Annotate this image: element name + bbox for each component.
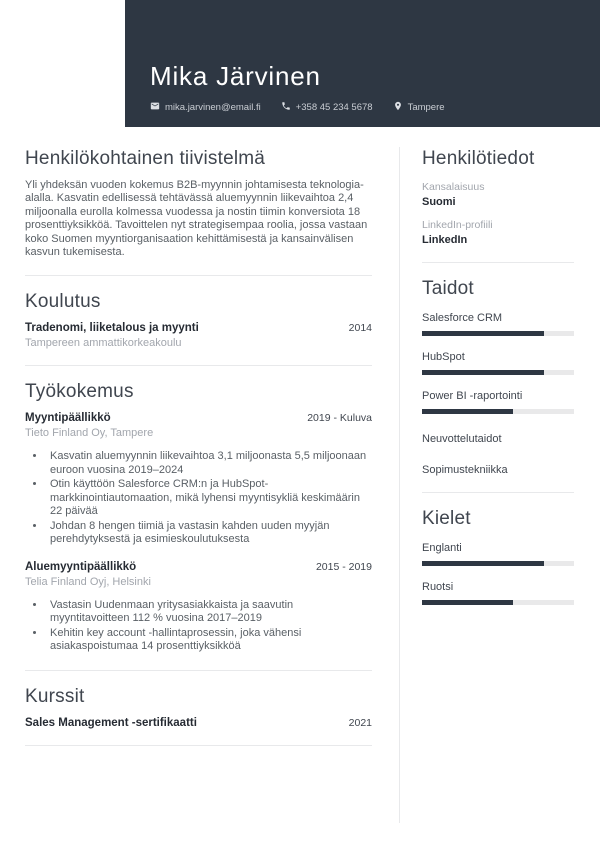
skill-label: Power BI -raportointi bbox=[422, 390, 523, 402]
person-name: Mika Järvinen bbox=[150, 61, 321, 92]
education-entry bbox=[25, 322, 372, 349]
section-skills bbox=[422, 277, 574, 476]
divider bbox=[25, 745, 372, 746]
degree-name: Tradenomi, liiketalous ja myynti bbox=[25, 322, 199, 335]
divider bbox=[422, 262, 574, 263]
skill-item bbox=[422, 312, 574, 336]
language-item bbox=[422, 542, 574, 566]
sidebar-column bbox=[422, 147, 574, 823]
job-company: Telia Finland Oyj, Helsinki bbox=[25, 575, 151, 588]
bullet-item: • Kasvatin aluemyynnin liikevaihtoa 3,1 miljoonasta 5,5 miljoonaan euroon vuosina 2019–2024 bbox=[46, 450, 372, 477]
languages-title: Kielet bbox=[422, 508, 471, 529]
bullet-item: • Vastasin Uudenmaan yritysasiakkaista ja saavutin myyntitavoitteen 112 % vuosina 2017–2019 bbox=[46, 599, 372, 626]
column-divider bbox=[399, 147, 400, 823]
job-date: 2015 - 2019 bbox=[315, 560, 372, 573]
skill-label: Neuvottelutaidot bbox=[422, 433, 502, 445]
job-entry bbox=[25, 561, 372, 654]
school-name: Tampereen ammattikorkeakoulu bbox=[25, 337, 182, 350]
divider bbox=[25, 670, 372, 671]
contact-email bbox=[150, 101, 261, 114]
job-role: Myyntipäällikkö bbox=[25, 412, 111, 425]
skill-item bbox=[422, 351, 574, 375]
job-company: Tieto Finland Oy, Tampere bbox=[25, 427, 154, 440]
job-role: Aluemyyntipäällikkö bbox=[25, 560, 137, 573]
email-text: mika.jarvinen@email.fi bbox=[165, 102, 261, 113]
section-work bbox=[25, 380, 372, 654]
section-details bbox=[422, 147, 574, 246]
location-text: Tampere bbox=[407, 102, 445, 113]
job-bullets bbox=[25, 450, 372, 547]
main-column bbox=[25, 147, 372, 823]
skills-title: Taidot bbox=[422, 278, 474, 299]
language-bar bbox=[422, 561, 574, 566]
job-date: 2019 - Kuluva bbox=[307, 412, 372, 425]
field-label: LinkedIn-profiili bbox=[422, 219, 493, 231]
course-entry bbox=[25, 717, 372, 729]
summary-text: Yli yhdeksän vuoden kokemus B2B-myynnin johtamisesta teknologia-alalla. Kasvatin edellisessä tehtävässä aluemyynnin liikevaihtoa 2,4 miljoonalla eurolla kolmessa vuodessa ja nostin tiimin konversiota 18 prosenttiyksikköä. Tavoittelen nyt strategisempaa roolia, jossa vastaan koko Suomen myyntiorganisaation kehittämisestä ja kansainvälisen kasvun tukemisesta. bbox=[25, 179, 368, 259]
bullet-item: • Kehitin key account -hallintaprosessin, joka vähensi asiakaspoistumaa 14 prosenttiyksikköä bbox=[46, 627, 372, 654]
skill-bar-fill bbox=[422, 331, 544, 336]
details-title: Henkilötiedot bbox=[422, 148, 535, 169]
language-bar-fill bbox=[422, 600, 513, 605]
skill-label: HubSpot bbox=[422, 351, 465, 363]
location-icon bbox=[393, 101, 403, 114]
skill-label: Sopimustekniikka bbox=[422, 464, 508, 476]
divider bbox=[422, 492, 574, 493]
detail-field bbox=[422, 219, 574, 246]
language-item bbox=[422, 581, 574, 605]
mail-icon bbox=[150, 101, 160, 114]
section-summary bbox=[25, 147, 372, 259]
section-education bbox=[25, 290, 372, 349]
courses-title: Kurssit bbox=[25, 685, 85, 707]
divider bbox=[25, 275, 372, 276]
divider bbox=[25, 365, 372, 366]
summary-title: Henkilökohtainen tiivistelmä bbox=[25, 148, 266, 169]
skill-item bbox=[422, 433, 574, 445]
skill-item bbox=[422, 464, 574, 476]
job-entry bbox=[25, 412, 372, 547]
field-value: Suomi bbox=[422, 196, 456, 208]
skill-bar bbox=[422, 409, 574, 414]
job-bullets bbox=[25, 599, 372, 654]
bullet-item: • Johdan 8 hengen tiimiä ja vastasin kahden uuden myyjän perehdytyksestä ja esimieskoulutuksesta bbox=[46, 520, 372, 547]
detail-field bbox=[422, 181, 574, 208]
course-date: 2021 bbox=[348, 716, 372, 729]
education-title: Koulutus bbox=[25, 291, 101, 313]
contact-phone bbox=[281, 101, 373, 114]
section-courses bbox=[25, 685, 372, 729]
language-label: Ruotsi bbox=[422, 581, 454, 593]
content bbox=[0, 127, 600, 823]
language-label: Englanti bbox=[422, 542, 462, 554]
skill-bar bbox=[422, 370, 574, 375]
field-label: Kansalaisuus bbox=[422, 181, 485, 193]
bullet-item: • Otin käyttöön Salesforce CRM:n ja HubSpot-markkinointiautomaation, mikä lyhensi myyntisykliä keskimäärin 22 päivää bbox=[46, 478, 372, 519]
course-name: Sales Management -sertifikaatti bbox=[25, 716, 197, 729]
contact-location bbox=[393, 101, 445, 114]
skill-label: Salesforce CRM bbox=[422, 312, 503, 324]
work-title: Työkokemus bbox=[25, 381, 134, 403]
header bbox=[125, 0, 600, 127]
skill-bar-fill bbox=[422, 409, 513, 414]
section-languages bbox=[422, 507, 574, 605]
degree-date: 2014 bbox=[348, 322, 372, 335]
contact-row bbox=[150, 101, 580, 114]
linkedin-link[interactable]: LinkedIn bbox=[422, 234, 468, 246]
phone-text: +358 45 234 5678 bbox=[295, 102, 373, 113]
skill-bar bbox=[422, 331, 574, 336]
skill-bar-fill bbox=[422, 370, 544, 375]
skill-item bbox=[422, 390, 574, 414]
language-bar-fill bbox=[422, 561, 544, 566]
language-bar bbox=[422, 600, 574, 605]
phone-icon bbox=[281, 101, 291, 114]
